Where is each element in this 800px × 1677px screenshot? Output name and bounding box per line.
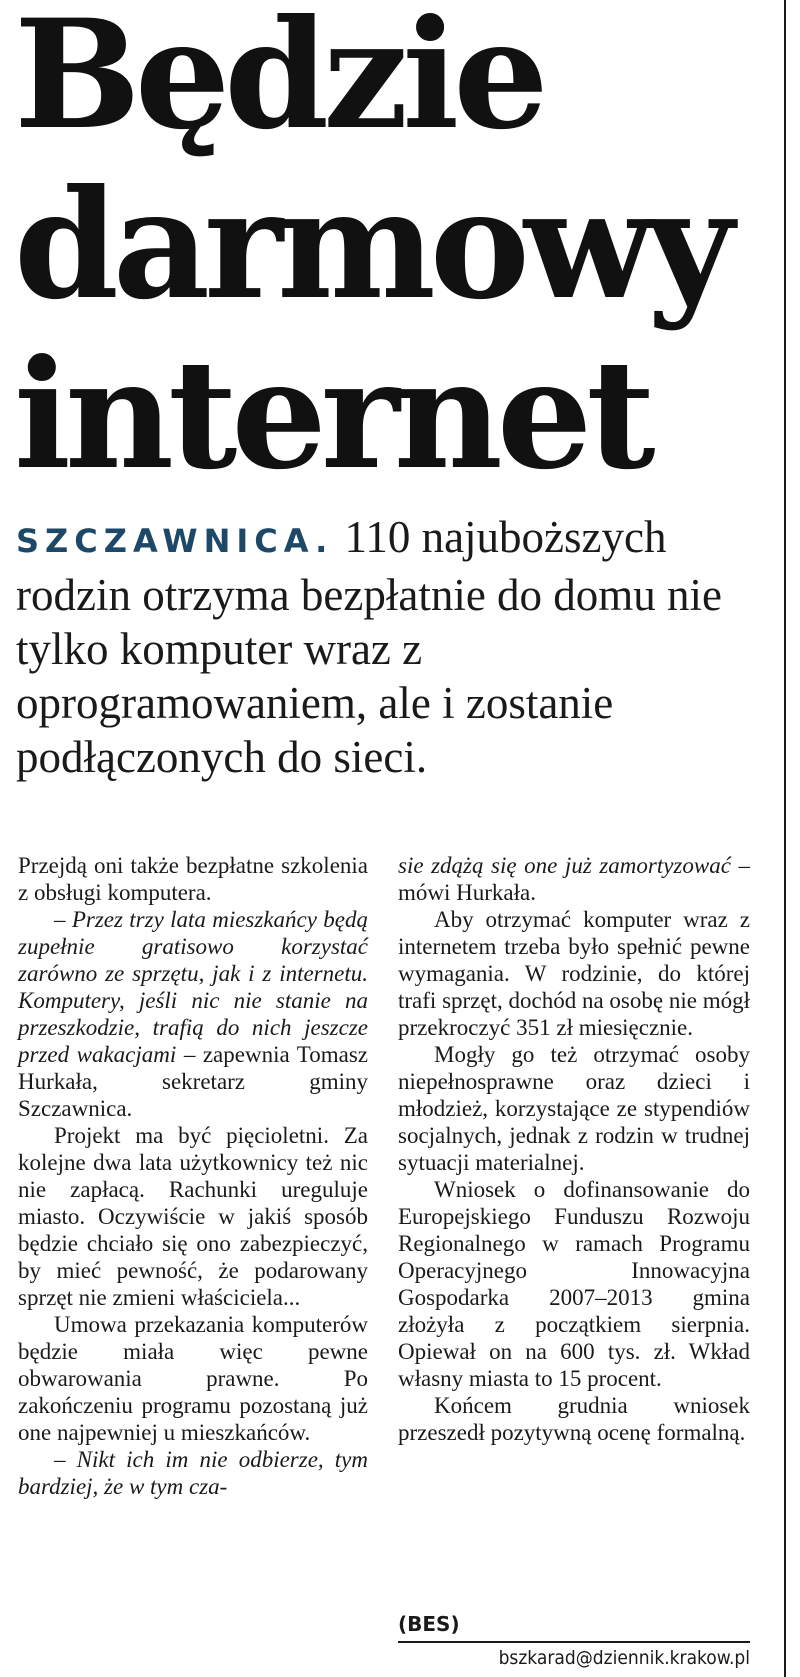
author-email: bszkarad@dziennik.krakow.pl bbox=[498, 1647, 750, 1669]
article-column-right bbox=[398, 852, 750, 1446]
paragraph: Mogły go też otrzymać osoby niepełnosprawne oraz dzieci i młodzież, korzystające ze stypendiów socjalnych, jednak z rodzin w trudnej sytuacji materialnej. bbox=[398, 1042, 750, 1175]
quote-attribution: – mówi Hurkała. bbox=[398, 853, 750, 905]
column-rule bbox=[784, 0, 786, 1677]
quote-text: – Przez trzy lata mieszkańcy będą zupełnie gratisowo korzystać zarówno ze sprzętu, jak i z internetu. Komputery, jeśli nic nie stanie na przeszkodzie, trafią do nich jeszcze przed wakacjami bbox=[18, 907, 368, 1067]
quote-paragraph bbox=[18, 906, 368, 1122]
quote-paragraph bbox=[18, 1446, 368, 1500]
lead-text: 110 najuboższych rodzin otrzyma bezpłatnie do domu nie tylko komputer wraz z oprogramowaniem, ale i zostanie podłączonych do sieci. bbox=[16, 512, 723, 782]
headline-line-1: Będzie bbox=[14, 0, 543, 163]
lead-paragraph bbox=[16, 510, 776, 784]
quote-paragraph bbox=[398, 852, 750, 906]
quote-attribution: – zapewnia Tomasz Hurkała, sekretarz gminy Szczawnica. bbox=[18, 1042, 368, 1121]
headline-line-2: darmowy bbox=[14, 157, 729, 333]
headline-line-3: internet bbox=[14, 327, 650, 503]
byline-block bbox=[398, 1611, 750, 1637]
paragraph: Wniosek o dofinansowanie do Europejskiego Funduszu Rozwoju Regionalnego w ramach Programu Operacyjnego Innowacyjna Gospodarka 2007–2013 gmina złożyła z początkiem sierpnia. Opiewał on na 600 tys. zł. Wkład własny miasta to 15 procent. bbox=[398, 1177, 750, 1391]
author-byline: (BES) bbox=[398, 1612, 460, 1636]
paragraph: Końcem grudnia wniosek przeszedł pozytywną ocenę formalną. bbox=[398, 1393, 750, 1445]
signature-rule bbox=[398, 1641, 750, 1643]
quote-text: – Nikt ich im nie odbierze, tym bardziej, że w tym cza- bbox=[18, 1447, 368, 1499]
quote-text: sie zdążą się one już zamortyzować bbox=[398, 853, 731, 878]
headline bbox=[14, 0, 784, 503]
paragraph: Aby otrzymać komputer wraz z internetem trzeba było spełnić pewne wymagania. W rodzinie, do której trafi sprzęt, dochód na osobę nie mógł przekroczyć 351 zł miesięcznie. bbox=[398, 907, 750, 1040]
paragraph: Przejdą oni także bezpłatne szkolenia z obsługi komputera. bbox=[18, 853, 368, 905]
paragraph: Umowa przekazania komputerów będzie miała więc pewne obwarowania prawne. Po zakończeniu programu pozostaną już one najpewniej u mieszkańców. bbox=[18, 1312, 368, 1445]
article-column-left bbox=[18, 852, 368, 1500]
paragraph: Projekt ma być pięcioletni. Za kolejne dwa lata użytkownicy też nic nie zapłacą. Rachunki ureguluje miasto. Oczywiście w jakiś sposób będzie chciało się ono zabezpieczyć, by mieć pewność, że podarowany sprzęt nie zmieni właściciela... bbox=[18, 1123, 368, 1310]
lead-kicker: SZCZAWNICA. bbox=[16, 522, 334, 560]
